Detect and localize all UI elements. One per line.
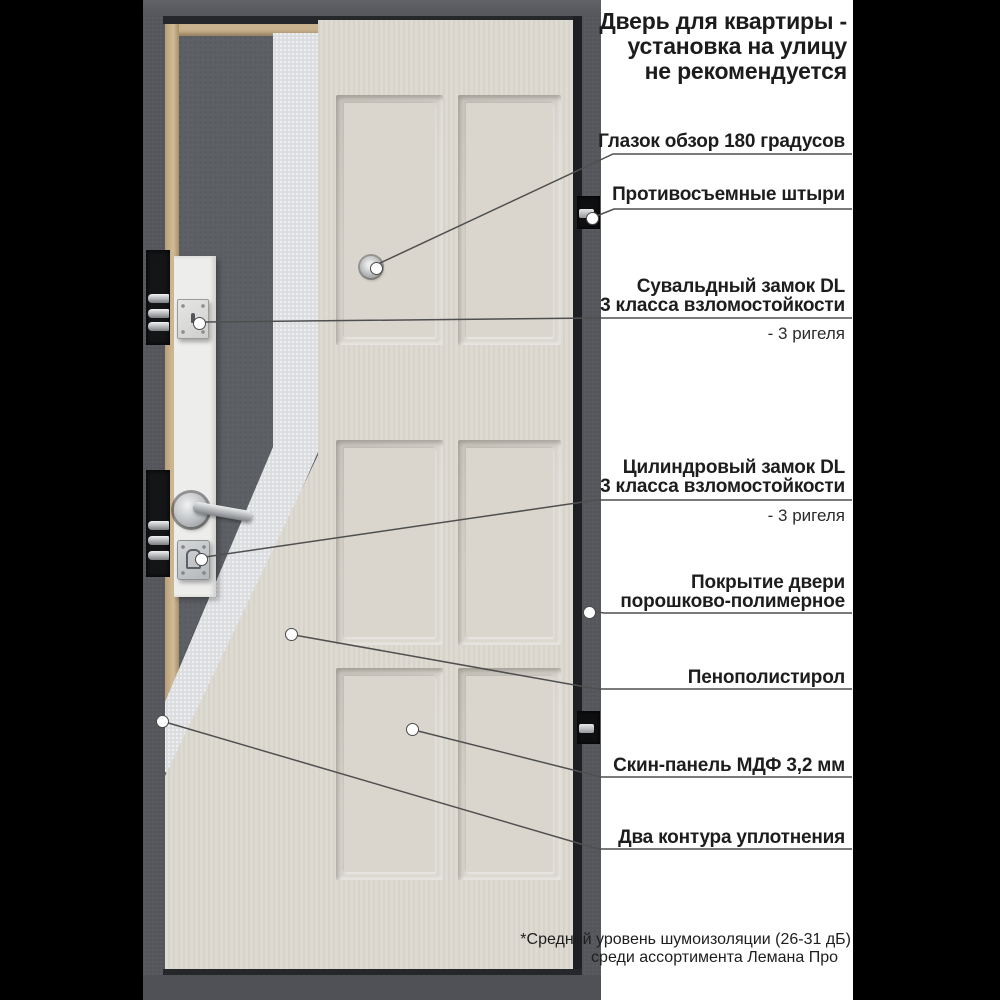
door-panel-field <box>466 103 553 337</box>
label-peephole: Глазок обзор 180 градусов <box>598 131 845 152</box>
footnote-line: *Средний уровень шумоизоляции (26-31 дБ) <box>520 931 851 948</box>
label-line: Сувальдный замок DL <box>636 276 845 297</box>
black-bar-right <box>853 0 1000 1000</box>
leader-pins <box>594 209 852 217</box>
door-panel-field <box>466 448 553 637</box>
lock-bolt <box>148 294 169 303</box>
door-panel-field <box>344 103 435 337</box>
door-panel <box>336 95 443 345</box>
door-frame-top <box>143 0 601 16</box>
anti-removal-pin-block <box>577 711 600 744</box>
title-line: установка на улицу <box>627 33 847 59</box>
marker-dot-peephole <box>370 262 383 275</box>
door-panel <box>458 95 561 345</box>
lock-bolt <box>148 536 169 545</box>
title-line: не рекомендуется <box>644 58 847 84</box>
label-line: Покрытие двери <box>691 572 845 593</box>
door-panel <box>458 440 561 645</box>
label-line: порошково-полимерное <box>620 591 845 612</box>
lock-bolt <box>148 322 169 331</box>
label-foam: Пенополистирол <box>687 667 845 688</box>
door-panel <box>336 668 443 880</box>
footnote-line: среди ассортимента Лемана Про <box>591 949 838 966</box>
door-panel <box>458 668 561 880</box>
marker-dot-coating <box>583 606 596 619</box>
door-photo <box>143 0 601 1000</box>
label-anti-removal-pins: Противосъемные штыри <box>612 184 845 205</box>
black-bar-left <box>0 0 143 1000</box>
door-panel-field <box>344 676 435 872</box>
lock-bolt <box>148 309 169 318</box>
leaf-frame-gap <box>573 16 582 973</box>
page-title <box>599 9 847 84</box>
anti-removal-pin <box>579 724 594 733</box>
label-skin-panel: Скин-панель МДФ 3,2 мм <box>613 755 845 776</box>
marker-dot-cylinder-lock <box>195 553 208 566</box>
lock-bolt <box>148 551 169 560</box>
label-cylinder-lock <box>600 458 845 496</box>
footnote <box>520 931 851 967</box>
title-line: Дверь для квартиры - <box>599 8 847 34</box>
marker-dot-skin-panel <box>406 723 419 736</box>
note-cylinder-lock-bolts: - 3 ригеля <box>767 506 845 525</box>
label-line: 3 класса взломостойкости <box>600 295 845 316</box>
label-lever-lock <box>600 277 845 315</box>
marker-dot-seals <box>156 715 169 728</box>
door-threshold <box>143 975 601 1000</box>
label-seals: Два контура уплотнения <box>618 827 845 848</box>
door-panel-field <box>344 448 435 637</box>
marker-dot-lever-lock <box>193 317 206 330</box>
label-line: 3 класса взломостойкости <box>600 476 845 497</box>
marker-dot-foam <box>285 628 298 641</box>
marker-dot-pins <box>586 212 599 225</box>
door-panel-field <box>466 676 553 872</box>
note-lever-lock-bolts: - 3 ригеля <box>767 324 845 343</box>
lock-bolt <box>148 521 169 530</box>
lock-bolts-housing <box>146 250 170 345</box>
label-line: Цилиндровый замок DL <box>622 457 845 478</box>
door-panel <box>336 440 443 645</box>
label-coating <box>620 573 845 611</box>
lock-bolts-housing <box>146 470 170 577</box>
